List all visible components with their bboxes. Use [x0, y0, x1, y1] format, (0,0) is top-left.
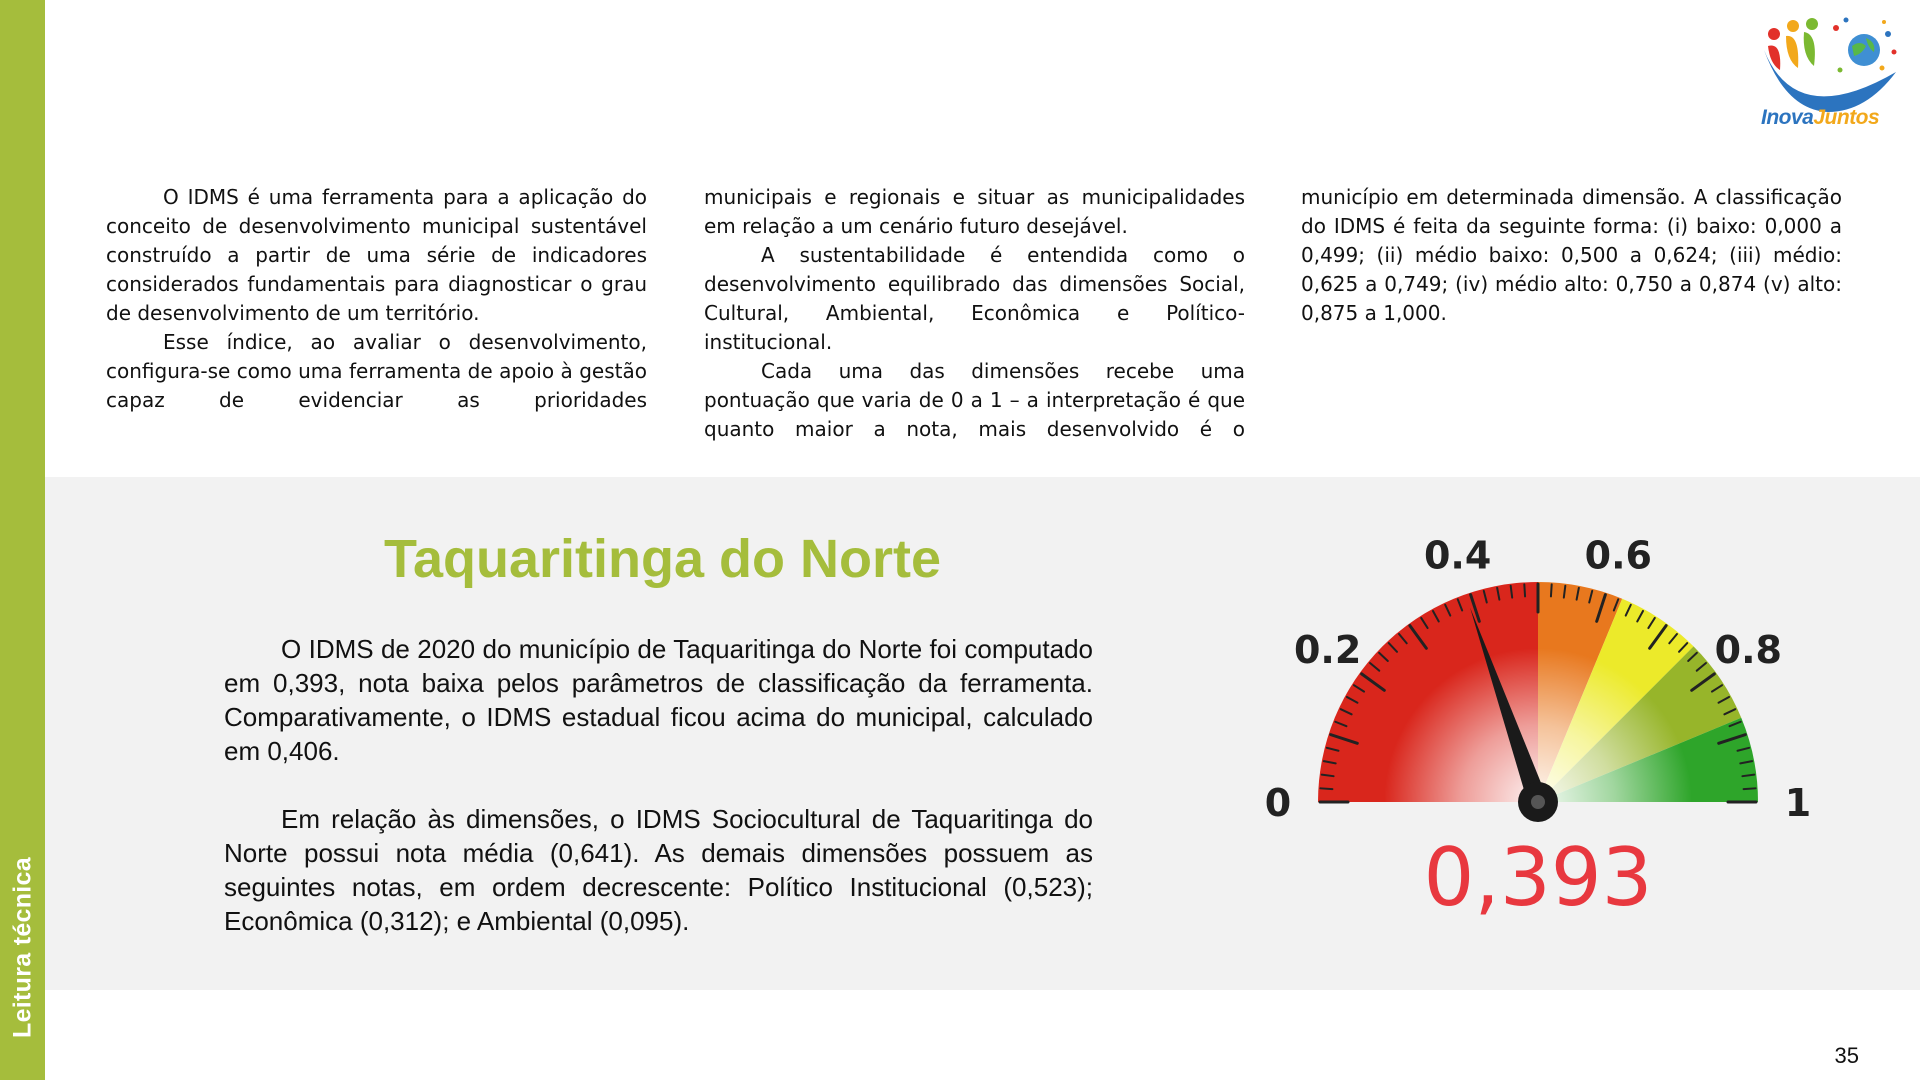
gauge-tick-label: 0 — [1264, 781, 1292, 825]
intro-column-3 — [1301, 183, 1842, 328]
intro-paragraph: A sustentabilidade é entendida como o desenvolvimento equilibrado das dimensões Social, Cultural, Ambiental, Econômica e Político-institucional. — [704, 243, 1245, 354]
gauge-tick-label: 0.6 — [1584, 533, 1653, 578]
gauge-tick — [1524, 584, 1525, 596]
gauge-tick — [1551, 584, 1552, 596]
section-label-text: Leitura técnica — [8, 857, 37, 1038]
municipality-description — [224, 632, 1093, 938]
logo-text-part1: Inova — [1761, 106, 1814, 129]
municipality-paragraph: O IDMS de 2020 do município de Taquaritinga do Norte foi computado em 0,393, nota baixa pelos parâmetros de classificação da ferramenta. Comparativamente, o IDMS estadual ficou acima do municipal, calculado em 0,406. — [224, 634, 1093, 766]
gauge-tick-label: 1 — [1784, 781, 1812, 825]
intro-paragraph: Cada uma das dimensões recebe uma pontuação que varia de 0 a 1 – a interpretação é que quanto maior a nota, mais desenvolvido é o — [704, 359, 1245, 441]
gauge-glow — [1318, 582, 1758, 802]
municipality-title: Taquaritinga do Norte — [384, 529, 942, 589]
gauge-tick — [1744, 788, 1756, 789]
gauge-tick-label: 0.8 — [1714, 628, 1783, 673]
municipality-paragraph: Em relação às dimensões, o IDMS Sociocultural de Taquaritinga do Norte possui nota média (0,641). As demais dimensões possuem as seguintes notas, em ordem decrescente: Político Institucional (0,523); Econômica (0,312); e Ambiental (0,095). — [224, 804, 1093, 936]
intro-paragraph: município em determinada dimensão. A classificação do IDMS é feita da seguinte forma: (i) baixo: 0,000 a 0,499; (ii) médio baixo: 0,500 a 0,624; (iii) médio: 0,625 a 0,749; (iv) médio alto: 0,750 a 0,874 (v) alto: 0,875 a 1,000. — [1301, 185, 1842, 325]
page-number: 35 — [1834, 1043, 1859, 1068]
intro-paragraph: Esse índice, ao avaliar o desenvolvimento, configura-se como uma ferramenta de apoio à gestão capaz de evidenciar as prioridades — [106, 330, 647, 412]
section-label — [4, 838, 42, 1038]
logo-text-part2: Juntos — [1813, 106, 1880, 129]
gauge-svg — [1238, 520, 1818, 920]
gauge-tick-label: 0.2 — [1293, 628, 1362, 673]
gauge-tick-label: 0.4 — [1423, 533, 1492, 578]
intro-paragraph: O IDMS é uma ferramenta para a aplicação do conceito de desenvolvimento municipal sustentável construído a partir de uma série de indicadores considerados fundamentais para diagnosticar o grau de desenvolvimento de um território. — [106, 185, 647, 325]
gauge-value-label: 0,393 — [1423, 831, 1653, 920]
logo-text — [1761, 106, 1879, 130]
intro-column-1 — [106, 183, 647, 415]
gauge-tick — [1320, 788, 1332, 789]
intro-column-2 — [704, 183, 1245, 444]
intro-paragraph: municipais e regionais e situar as municipalidades em relação a um cenário futuro desejável. — [704, 185, 1245, 238]
idms-gauge — [1238, 520, 1818, 920]
gauge-hub-center — [1531, 795, 1545, 809]
